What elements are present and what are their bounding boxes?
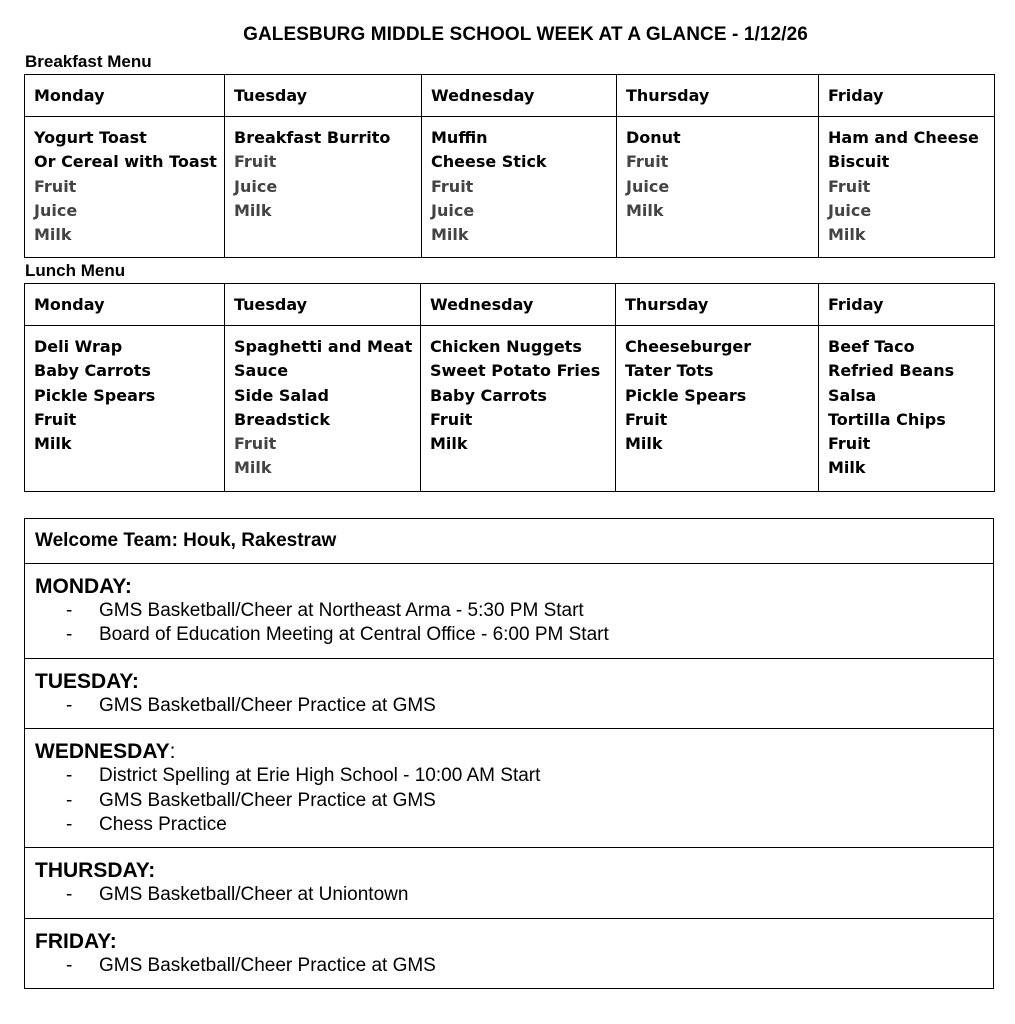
event-day-row	[25, 848, 994, 918]
event-day-heading	[35, 575, 983, 599]
event-day-colon: :	[148, 859, 156, 883]
menu-item: Fruit	[234, 434, 277, 454]
menu-item: Juice	[431, 200, 475, 220]
event-day-cell	[25, 729, 994, 848]
event-list	[35, 883, 983, 917]
event-day-name: MONDAY	[35, 575, 125, 598]
menu-item: Milk	[626, 200, 664, 220]
menu-item: Juice	[626, 176, 670, 196]
lunch-day-header: Friday	[819, 284, 995, 326]
event-bullet: -	[66, 789, 73, 811]
lunch-day-cell	[819, 326, 995, 492]
lunch-items-row	[25, 326, 995, 492]
menu-item: Breakfast Burrito	[234, 128, 391, 147]
menu-item: Pickle Spears	[34, 385, 156, 405]
lunch-menu-table	[24, 283, 995, 492]
menu-item: Fruit	[626, 152, 669, 172]
event-list	[35, 694, 983, 728]
lunch-day-cell	[421, 326, 616, 492]
breakfast-day-header: Tuesday	[225, 75, 422, 117]
menu-item: Milk	[431, 225, 469, 245]
event-day-name: FRIDAY	[35, 929, 110, 953]
event-day-colon: :	[131, 669, 139, 693]
event-bullet: -	[66, 765, 73, 787]
event-day-cell	[25, 658, 994, 728]
lunch-day-cell	[616, 326, 819, 492]
lunch-menu-label: Lunch Menu	[25, 261, 126, 280]
event-bullet: -	[66, 600, 73, 621]
menu-item: Beef Taco	[828, 337, 915, 356]
event-list	[35, 764, 983, 847]
breakfast-day-cell	[819, 117, 995, 258]
event-item	[35, 954, 983, 978]
event-item	[35, 599, 983, 623]
event-item	[35, 813, 983, 837]
event-text: Chess Practice	[99, 814, 227, 836]
menu-item: Refried Beans	[828, 361, 955, 381]
event-text: GMS Basketball/Cheer at Uniontown	[99, 884, 409, 906]
menu-item: Fruit	[828, 176, 871, 196]
event-day-cell	[25, 564, 994, 659]
menu-item: Cheeseburger	[625, 337, 752, 356]
menu-item: Fruit	[625, 409, 668, 429]
menu-item: Ham and Cheese	[828, 128, 979, 147]
events-table	[24, 518, 994, 989]
event-text: GMS Basketball/Cheer at Northeast Arma - 5:30 PM Start	[99, 600, 584, 621]
menu-item: Milk	[625, 434, 663, 454]
welcome-row	[25, 519, 994, 564]
lunch-day-header: Monday	[25, 284, 225, 326]
menu-item: Milk	[34, 225, 72, 245]
event-item	[35, 623, 983, 647]
menu-item: Juice	[34, 200, 78, 220]
event-bullet: -	[66, 954, 73, 976]
breakfast-day-cell	[617, 117, 819, 258]
event-item	[35, 789, 983, 813]
breakfast-header-row	[25, 75, 995, 117]
menu-item: Fruit	[34, 409, 77, 429]
breakfast-day-cell	[225, 117, 422, 258]
event-text: District Spelling at Erie High School - 10:00 AM Start	[99, 765, 541, 787]
menu-item: Milk	[34, 434, 72, 454]
event-bullet: -	[66, 624, 73, 646]
event-day-row	[25, 729, 994, 848]
lunch-header-row	[25, 284, 995, 326]
menu-item: Tater Tots	[625, 361, 714, 381]
event-day-row	[25, 658, 994, 728]
menu-item: Fruit	[234, 152, 277, 172]
event-bullet: -	[66, 814, 73, 836]
event-day-cell	[25, 848, 994, 918]
menu-item: Side Salad	[234, 385, 329, 405]
lunch-day-header: Wednesday	[421, 284, 616, 326]
event-day-colon: :	[169, 740, 176, 764]
event-day-cell	[25, 918, 994, 988]
menu-item: Sauce	[234, 361, 289, 381]
event-text: GMS Basketball/Cheer Practice at GMS	[99, 694, 436, 716]
event-bullet: -	[66, 884, 73, 906]
menu-item: Breadstick	[234, 409, 330, 429]
event-day-heading	[35, 859, 983, 883]
menu-item: Pickle Spears	[625, 385, 747, 405]
lunch-day-cell	[225, 326, 421, 492]
event-day-row	[25, 918, 994, 988]
menu-item: Milk	[234, 458, 272, 478]
menu-item: Cheese Stick	[431, 152, 547, 172]
menu-item: Yogurt Toast	[34, 128, 147, 147]
lunch-day-header: Tuesday	[225, 284, 421, 326]
event-day-name: THURSDAY	[35, 859, 149, 883]
lunch-day-header: Thursday	[616, 284, 819, 326]
event-item	[35, 764, 983, 788]
menu-item: Salsa	[828, 385, 877, 405]
breakfast-menu-table	[24, 74, 995, 258]
breakfast-day-header: Monday	[25, 75, 225, 117]
event-day-row	[25, 564, 994, 659]
event-day-heading	[35, 930, 983, 954]
menu-item: Deli Wrap	[34, 337, 123, 356]
event-day-colon: :	[109, 929, 117, 953]
menu-item: Juice	[828, 200, 872, 220]
event-list	[35, 599, 983, 658]
breakfast-day-header: Thursday	[617, 75, 819, 117]
breakfast-day-cell	[422, 117, 617, 258]
page-title: GALESBURG MIDDLE SCHOOL WEEK AT A GLANCE - 1/12/26	[243, 24, 808, 45]
breakfast-day-cell	[25, 117, 225, 258]
lunch-day-cell	[25, 326, 225, 492]
menu-item: Tortilla Chips	[828, 409, 946, 429]
menu-item: Juice	[234, 176, 278, 196]
menu-item: Fruit	[828, 434, 871, 454]
breakfast-menu-label: Breakfast Menu	[25, 52, 152, 71]
menu-item: Chicken Nuggets	[430, 337, 582, 356]
event-bullet: -	[66, 694, 73, 716]
menu-item: Baby Carrots	[34, 361, 151, 381]
event-text: GMS Basketball/Cheer Practice at GMS	[99, 954, 436, 976]
menu-item: Spaghetti and Meat	[234, 337, 413, 356]
breakfast-items-row	[25, 117, 995, 258]
event-item	[35, 883, 983, 907]
menu-item: Milk	[430, 434, 468, 454]
menu-item: Donut	[626, 128, 681, 147]
breakfast-day-header: Friday	[819, 75, 995, 117]
menu-item: Sweet Potato Fries	[430, 361, 601, 381]
event-text: GMS Basketball/Cheer Practice at GMS	[99, 789, 436, 811]
event-day-name: WEDNESDAY	[35, 740, 170, 764]
menu-item: Baby Carrots	[430, 385, 547, 405]
menu-item: Fruit	[34, 176, 77, 196]
menu-item: Fruit	[430, 409, 473, 429]
event-day-heading	[35, 740, 983, 764]
breakfast-day-header: Wednesday	[422, 75, 617, 117]
menu-item: Milk	[828, 225, 866, 245]
menu-item: Milk	[828, 458, 866, 478]
event-item	[35, 694, 983, 718]
menu-item: Biscuit	[828, 152, 890, 172]
event-text: Board of Education Meeting at Central Office - 6:00 PM Start	[99, 624, 609, 646]
menu-item: Fruit	[431, 176, 474, 196]
event-day-colon: :	[124, 575, 132, 598]
menu-item: Muffin	[431, 128, 488, 147]
event-day-heading	[35, 670, 983, 694]
menu-item: Or Cereal with Toast	[34, 152, 217, 172]
event-list	[35, 954, 983, 988]
event-day-name: TUESDAY	[35, 669, 132, 693]
menu-item: Milk	[234, 200, 272, 220]
welcome-team: Welcome Team: Houk, Rakestraw	[25, 519, 994, 564]
